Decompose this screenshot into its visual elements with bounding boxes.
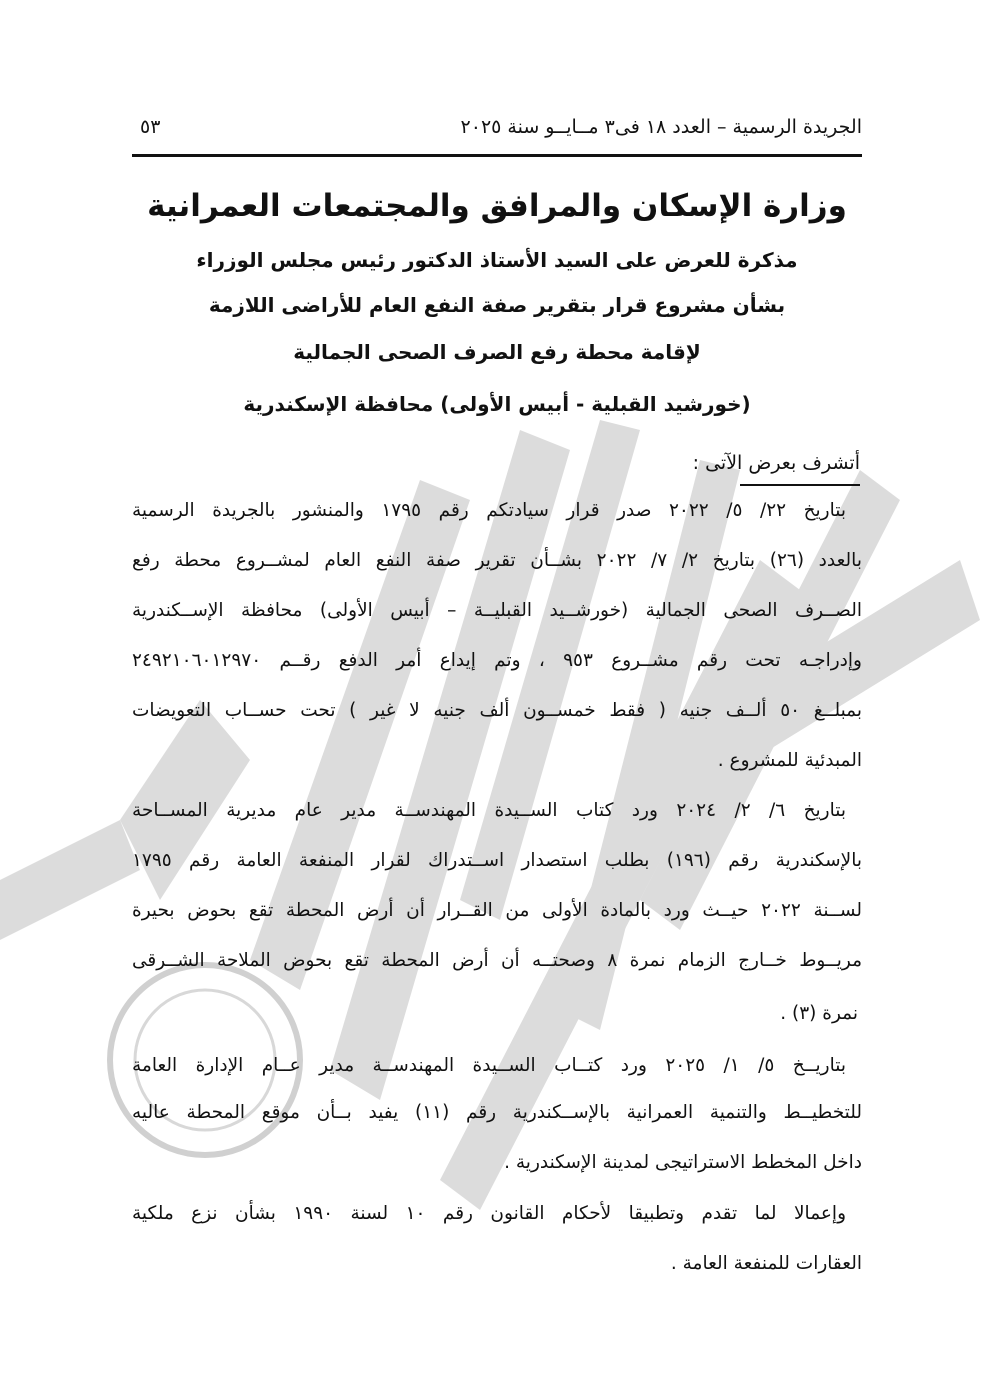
body-line: لســنة ٢٠٢٢ حيــث ورد بالمادة الأولى من القــرار أن أرض المحطة تقع بحوض بحيرة bbox=[132, 900, 862, 921]
subtitle-line: بشأن مشروع قرار بتقرير صفة النفع العام للأراضى اللازمة bbox=[208, 293, 786, 317]
subtitle-line: مذكرة للعرض على السيد الأستاذ الدكتور رئيس مجلس الوزراء bbox=[196, 248, 798, 272]
body-line: العقارات للمنفعة العامة . bbox=[670, 1253, 862, 1274]
subtitle-line: لإقامة محطة رفع الصرف الصحى الجمالية bbox=[293, 340, 701, 364]
body-line: وإدراجـه تحت رقم مشــروع ٩٥٣ ، وتم إيداع أمر الدفع رقــم ٢٤٩٢١٠٦٠١٢٩٧٠ bbox=[132, 650, 862, 671]
body-line: نمرة (٣) . bbox=[780, 1003, 858, 1024]
body-line: الصــرف الصحى الجمالية (خورشــيد القبليــة – أبيس الأولى) محافظة الإســكندرية bbox=[132, 600, 862, 621]
greeting-underline bbox=[740, 484, 860, 486]
body-line: المبدئية للمشروع . bbox=[717, 750, 862, 771]
body-line: بالعدد (٢٦) بتاريخ ٢/ ٧/ ٢٠٢٢ بشــأن تقرير صفة النفع العام لمشــروع محطة رفع bbox=[132, 550, 862, 571]
body-line: وإعمالا لما تقدم وتطبيقا لأحكام القانون رقم ١٠ لسنة ١٩٩٠ بشأن نزع ملكية bbox=[132, 1203, 846, 1224]
page-number: ٥٣ bbox=[140, 116, 161, 138]
ministry-title: وزارة الإسكان والمرافق والمجتمعات العمرانية bbox=[147, 188, 847, 224]
body-line: مريــوط خــارج الزمام نمرة ٨ وصحتــه أن أرض المحطة تقع بحوض الملاحة الشــرقى bbox=[132, 950, 863, 971]
body-line: بتاريخ ٦/ ٢/ ٢٠٢٤ ورد كتاب الســيدة المهندســة مدير عام مديرية المســاحة bbox=[132, 800, 846, 821]
body-line: بتاريــخ ٥/ ١/ ٢٠٢٥ ورد كتــاب الســيدة المهندســة مدير عــام الإدارة العامة bbox=[132, 1055, 846, 1076]
greeting: أتشرف بعرض الآتى : bbox=[692, 452, 860, 474]
running-title: الجريدة الرسمية – العدد ١٨ فى٣ مــايــو سنة ٢٠٢٥ bbox=[460, 116, 862, 138]
subtitle-line: (خورشيد القبلية - أبيس الأولى) محافظة الإسكندرية bbox=[243, 392, 751, 416]
body-line: للتخطيــط والتنمية العمرانية بالإســكندرية رقم (١١) يفيد بــأن موقع المحطة عاليه bbox=[132, 1102, 862, 1123]
body-line: بمبلــغ ٥٠ ألــف جنيه ( فقط خمســون ألف جنيه لا غير ) تحت حســاب التعويضات bbox=[132, 700, 862, 721]
body-line: بالإسكندرية رقم (١٩٦) بطلب استصدار اســتدراك لقرار المنفعة العامة رقم ١٧٩٥ bbox=[132, 850, 863, 871]
body-line: بتاريخ ٢٢/ ٥/ ٢٠٢٢ صدر قرار سيادتكم رقم ١٧٩٥ والمنشور بالجريدة الرسمية bbox=[132, 500, 846, 521]
body-line: داخل المخطط الاستراتيجى لمدينة الإسكندرية . bbox=[504, 1152, 862, 1173]
header-rule bbox=[132, 154, 862, 157]
